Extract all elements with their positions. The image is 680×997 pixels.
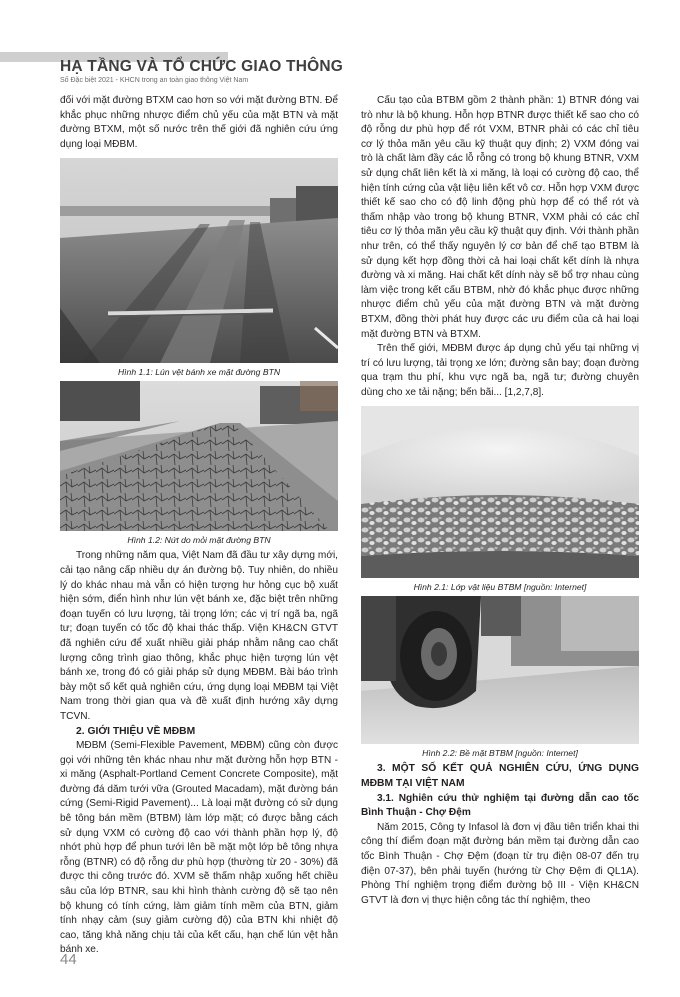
figure-1-1-rutting-photo xyxy=(60,158,338,363)
figure-1-1-caption: Hình 1.1: Lún vệt bánh xe mặt đường BTN xyxy=(117,367,281,378)
figure-2-2-caption: Hình 2.2: Bề mặt BTBM [nguồn: Internet] xyxy=(422,748,578,759)
paragraph-btbm-structure: Cấu tạo của BTBM gồm 2 thành phần: 1) BTNR đóng vai trò như là bộ khung. Hỗn hợp BTNR được thiết kế sao cho có độ rỗng dư phù hợp để rót VXM, BTNR phải có các chỉ tiêu cơ lý thỏa mãn yêu cầu kỹ thuật quy định; 2) VXM đóng vai trò là chất làm đầy các lỗ rỗng có trong bộ khung BTNR, VXM sử dụng chất liên kết là xi măng, là loại có cường độ cao, thể hiện tính cứng của vật liệu liên kết vô cơ. Hỗn hợp VXM được thiết kế sao cho có độ linh động phù hợp để có thể rót và thấm nhập vào trong bộ khung BTNR, VXM phải có các chỉ tiêu cơ lý thỏa mãn yêu cầu kỹ thuật quy định. Với thành phần như trên, có thể thấy nguyên lý cơ bản để chế tạo BTBM là sử dụng kết hợp đồng thời cả hai loại chất kết dính là nhựa đường và xi măng. Hai chất kết dính này sẽ bổ trợ nhau cùng làm việc trong kết cấu BTBM, nhờ đó khắc phục được những nhược điểm chủ yếu của mặt đường BTN và mặt đường BTXM, đồng thời phát huy được các ưu điểm của cả hai loại mặt đường BTN và BTXM. xyxy=(361,95,639,340)
figure-1-2-caption: Hình 1.2: Nứt do mỏi mặt đường BTN xyxy=(127,535,271,546)
paragraph-2015-trial: Năm 2015, Công ty Infasol là đơn vị đầu tiên triển khai thi công thí điểm đoạn mặt đường bán mềm tại đường dẫn cao tốc Bình Thuận - Chợ Đệm (đoạn từ trụ điện 08-07 đến trụ điện 07-37), bên phải tuyến (hướng từ Chợ Đệm đi QL1A). Phòng Thí nghiệm trọng điểm đường bộ III - Viện KH&CN GTVT là đơn vị thực hiện công tác thí nghiệm, theo xyxy=(361,821,639,906)
figure-2-1-btbm-layer-photo xyxy=(361,406,639,578)
figure-1-2-fatigue-cracking-photo xyxy=(60,381,338,531)
page-number: 44 xyxy=(60,951,77,968)
right-column xyxy=(361,94,639,908)
section-2-heading: 2. GIỚI THIỆU VỀ MĐBM xyxy=(76,725,196,737)
paragraph-world-application: Trên thế giới, MĐBM được áp dụng chủ yếu tại những vị trí có lưu lượng, tải trọng xe lớn; đường sân bay; đoạn đường qua trạm thu phí, khu vực ngã ba, ngã tư; đường chuyên dùng cho xe tải nặng; bến bãi... [1,2,7,8]. xyxy=(361,343,639,398)
paragraph-mdbm-definition: MĐBM (Semi-Flexible Pavement, MĐBM) cũng còn được gọi với những tên khác nhau như mặt đường hỗn hợp BTN - xi măng (Asphalt-Portland Cement Concrete Composite), mặt đường đá dăm tưới vữa (Grouted Macadam), mặt đường bán cứng (Semi-Rigid Pavement)... Là loại mặt đường có sử dụng bê tông bán mềm (BTBM) làm lớp mặt; có được bằng cách sử dụng VXM có cường độ cao với thành phần hợp lý, độ nhớt phù hợp để phun tưới lên bề mặt một lớp bê tông nhựa rỗng (BTNR) có độ rỗng dư phù hợp (thường từ 20 - 30%) đã được thi công trước đó. XVM sẽ thấm nhập xuống hết chiều sâu của lớp BTNR, sau khi hình thành cường độ sẽ tạo nên bộ khung có tính cứng, làm giảm tính mềm của BTN, giảm tính nhạy cảm (suy giảm cường độ) của BTN khi nhiệt độ cao, tăng khả năng chịu tải của kết cấu, hạn chế lún vệt hằn bánh xe. xyxy=(60,740,338,956)
figure-2-1-caption: Hình 2.1: Lớp vật liệu BTBM [nguồn: Internet] xyxy=(413,582,587,593)
paragraph-intro: đối với mặt đường BTXM cao hơn so với mặt đường BTN. Để khắc phục những nhược điểm chủ yếu của mặt BTN và mặt đường BTXM, một số nước trên thế giới đã nghiên cứu ứng dụng loại MĐBM. xyxy=(60,95,338,150)
figure-2-2-btbm-surface-photo xyxy=(361,596,639,744)
section-title: HẠ TẦNG VÀ TỔ CHỨC GIAO THÔNG xyxy=(60,58,344,75)
issue-subtitle: Số Đặc biệt 2021 - KHCN trong an toàn giao thông Việt Nam xyxy=(60,77,249,84)
section-3-heading: 3. MỘT SỐ KẾT QUẢ NGHIÊN CỨU, ỨNG DỤNG MĐBM TẠI VIỆT NAM xyxy=(361,763,639,790)
paragraph-vietnam: Trong những năm qua, Việt Nam đã đầu tư xây dựng mới, cải tạo nâng cấp nhiều dự án đường bộ. Tuy nhiên, do nhiều lý do khác nhau mà vẫn có hiện tượng hư hỏng cục bộ xuất hiện sớm, điển hình như lún vệt bánh xe, đặc biệt trên những đoạn tuyến có lưu lượng, tải trọng lớn; các vị trí ngã ba, ngã tư; đoạn tuyến có tốc độ khai thác thấp. Viện KH&CN GTVT đã nghiên cứu để xuất nhiều giải pháp nhằm nâng cao chất lượng công trình giao thông, khắc phục hiện tượng lún vệt bánh xe, trong đó có giải pháp sử dụng MĐBM. Bài báo trình bày một số kết quả nghiên cứu, ứng dụng loại MĐBM tại Việt Nam trong thời gian qua và đề xuất định hướng xây dựng TCVN. xyxy=(60,550,338,722)
left-column xyxy=(60,94,338,958)
section-3-1-heading: 3.1. Nghiên cứu thử nghiệm tại đường dẫn cao tốc Bình Thuận - Chợ Đệm xyxy=(361,792,639,819)
